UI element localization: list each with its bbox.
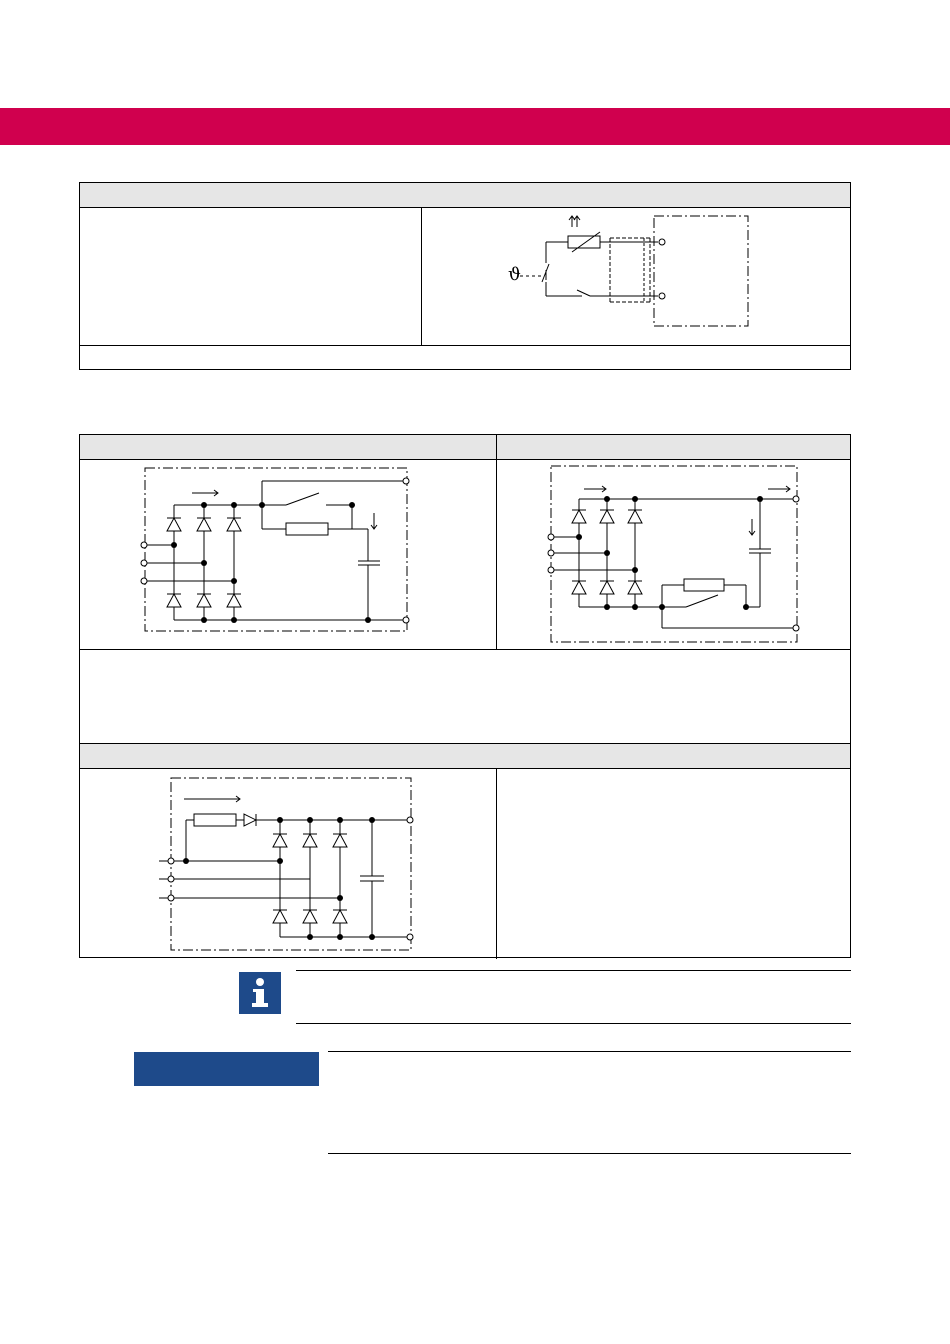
theta-symbol: ϑ xyxy=(508,264,521,285)
note-rule-bottom xyxy=(328,1153,851,1154)
row-divider xyxy=(80,649,850,650)
info-icon xyxy=(239,972,281,1014)
info-rule-top xyxy=(296,970,851,971)
note-label-box xyxy=(134,1052,319,1086)
note-rule-top xyxy=(328,1051,851,1052)
row-divider xyxy=(80,345,850,346)
column-divider-top xyxy=(496,435,497,650)
table-rectifier-circuits xyxy=(79,434,851,958)
table-thermal-contact xyxy=(79,182,851,370)
table-header xyxy=(80,183,850,208)
column-divider-bottom xyxy=(496,769,497,959)
brand-header-bar xyxy=(0,108,950,145)
table-header-top xyxy=(80,435,850,460)
info-rule-bottom xyxy=(296,1023,851,1024)
table-header-bottom xyxy=(80,743,850,769)
